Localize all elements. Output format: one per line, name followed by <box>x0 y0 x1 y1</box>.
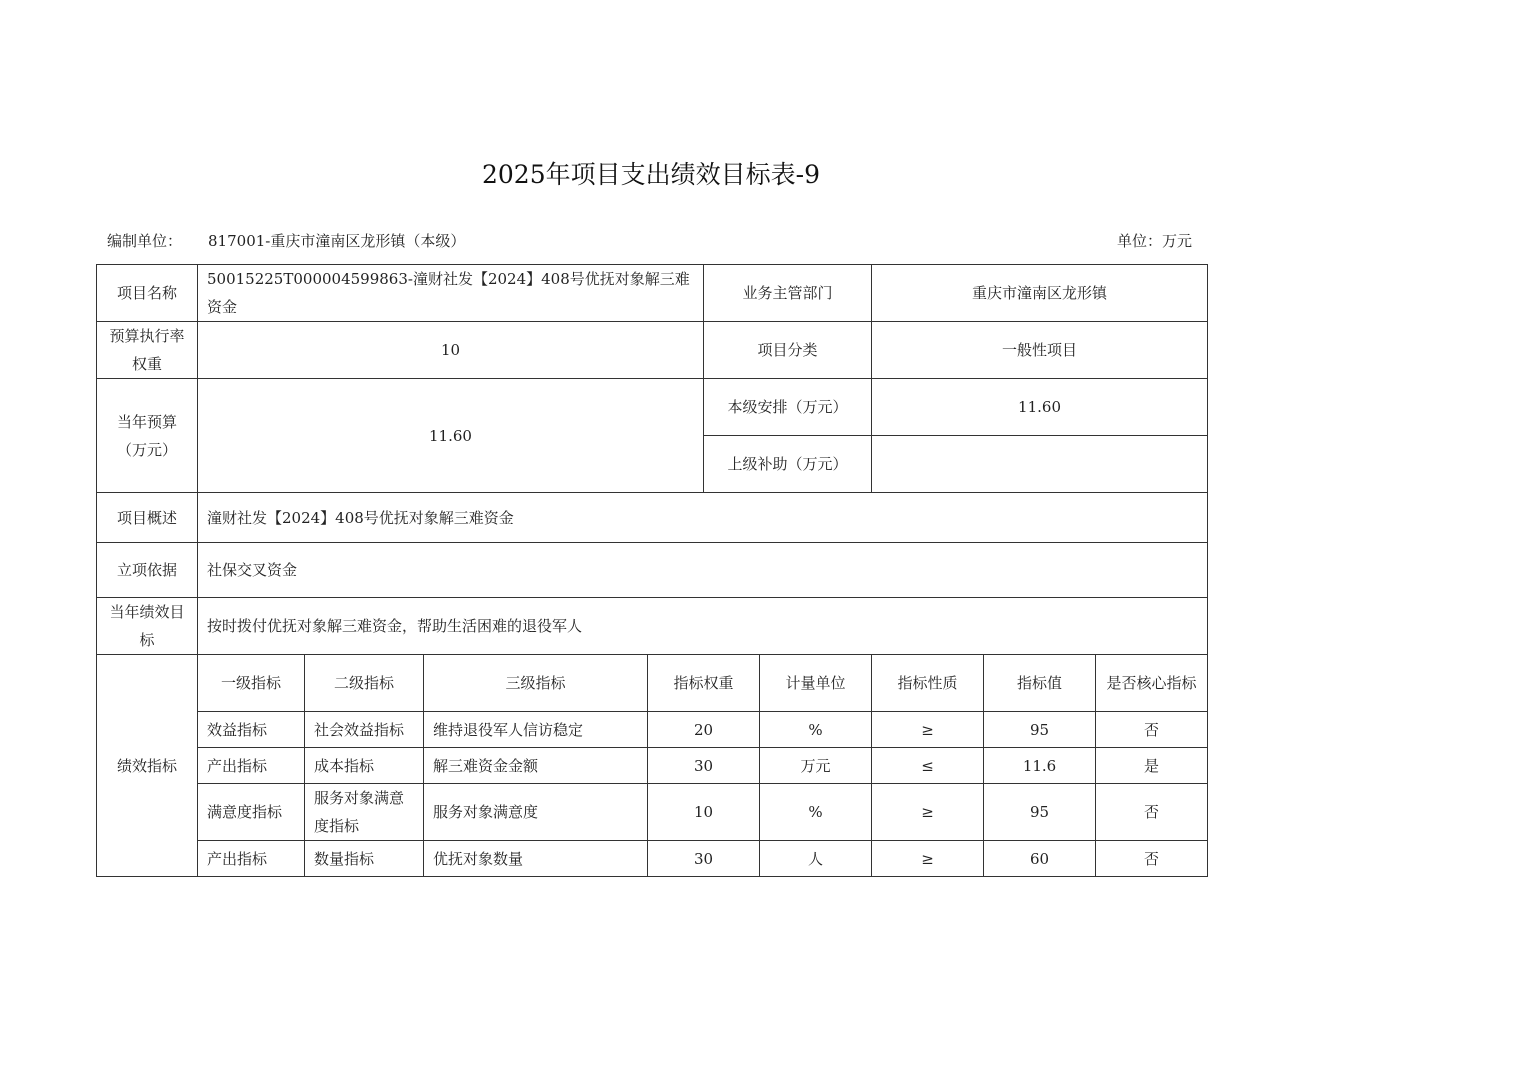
goal-label: 当年绩效目标 <box>97 598 198 655</box>
budget-label: 当年预算（万元） <box>97 379 198 493</box>
indicator-nature: ≥ <box>872 784 984 841</box>
overview-value: 潼财社发【2024】408号优抚对象解三难资金 <box>198 493 1208 543</box>
indicator-unit: % <box>760 784 872 841</box>
project-name-label: 项目名称 <box>97 265 198 322</box>
indicator-row <box>97 712 1208 748</box>
header-cell: 指标权重 <box>648 655 760 712</box>
indicator-value: 11.6 <box>984 748 1096 784</box>
indicator-unit: 人 <box>760 841 872 877</box>
row-goal <box>97 598 1208 655</box>
rate-weight-value: 10 <box>198 322 704 379</box>
indicator-nature: ≤ <box>872 748 984 784</box>
indicator-core: 是 <box>1096 748 1208 784</box>
goal-value: 按时拨付优抚对象解三难资金，帮助生活困难的退役军人 <box>198 598 1208 655</box>
indicator-weight: 30 <box>648 748 760 784</box>
local-label: 本级安排（万元） <box>704 379 872 436</box>
indicator-row <box>97 784 1208 841</box>
header-cell: 是否核心指标 <box>1096 655 1208 712</box>
budget-value: 11.60 <box>198 379 704 493</box>
category-label: 项目分类 <box>704 322 872 379</box>
indicator-level1: 产出指标 <box>198 841 305 877</box>
overview-label: 项目概述 <box>97 493 198 543</box>
upper-label: 上级补助（万元） <box>704 436 872 493</box>
dept-label: 业务主管部门 <box>704 265 872 322</box>
indicator-weight: 30 <box>648 841 760 877</box>
indicator-nature: ≥ <box>872 841 984 877</box>
indicator-level3: 服务对象满意度 <box>424 784 648 841</box>
indicator-core: 否 <box>1096 841 1208 877</box>
project-name-value: 50015225T000004599863-潼财社发【2024】408号优抚对象解三难资金 <box>198 265 704 322</box>
indicator-nature: ≥ <box>872 712 984 748</box>
indicator-level3: 优抚对象数量 <box>424 841 648 877</box>
indicator-level1: 效益指标 <box>198 712 305 748</box>
row-project-name <box>97 265 1208 322</box>
category-value: 一般性项目 <box>872 322 1208 379</box>
indicator-row <box>97 841 1208 877</box>
rate-weight-label: 预算执行率权重 <box>97 322 198 379</box>
header-cell: 三级指标 <box>424 655 648 712</box>
indicator-core: 否 <box>1096 784 1208 841</box>
basis-label: 立项依据 <box>97 543 198 598</box>
indicator-level1: 满意度指标 <box>198 784 305 841</box>
upper-value <box>872 436 1208 493</box>
row-overview <box>97 493 1208 543</box>
page-title: 2025年项目支出绩效目标表-9 <box>482 160 820 189</box>
header-cell: 二级指标 <box>305 655 424 712</box>
header-cell: 指标值 <box>984 655 1096 712</box>
indicator-weight: 20 <box>648 712 760 748</box>
row-basis <box>97 543 1208 598</box>
indicator-value: 95 <box>984 784 1096 841</box>
row-rate-weight <box>97 322 1208 379</box>
row-budget <box>97 379 1208 436</box>
indicator-level2: 成本指标 <box>305 748 424 784</box>
indicator-value: 60 <box>984 841 1096 877</box>
indicator-unit: % <box>760 712 872 748</box>
indicator-core: 否 <box>1096 712 1208 748</box>
header-cell: 一级指标 <box>198 655 305 712</box>
currency-unit: 单位：万元 <box>1117 232 1193 250</box>
header-cell: 计量单位 <box>760 655 872 712</box>
performance-goal-table <box>96 264 1208 877</box>
dept-value: 重庆市潼南区龙形镇 <box>872 265 1208 322</box>
indicator-weight: 10 <box>648 784 760 841</box>
compiling-unit <box>107 230 465 251</box>
indicator-level2: 社会效益指标 <box>305 712 424 748</box>
indicator-level3: 解三难资金金额 <box>424 748 648 784</box>
basis-value: 社保交叉资金 <box>198 543 1208 598</box>
indicator-value: 95 <box>984 712 1096 748</box>
indicator-header-row <box>97 655 1208 712</box>
indicator-row <box>97 748 1208 784</box>
indicator-level2: 数量指标 <box>305 841 424 877</box>
compiling-unit-label: 编制单位： <box>107 232 183 250</box>
indicator-unit: 万元 <box>760 748 872 784</box>
indicator-level1: 产出指标 <box>198 748 305 784</box>
indicators-section-label: 绩效指标 <box>97 655 198 877</box>
local-value: 11.60 <box>872 379 1208 436</box>
indicator-level3: 维持退役军人信访稳定 <box>424 712 648 748</box>
header-cell: 指标性质 <box>872 655 984 712</box>
compiling-unit-value: 817001-重庆市潼南区龙形镇（本级） <box>208 232 466 250</box>
indicator-level2: 服务对象满意度指标 <box>305 784 424 841</box>
